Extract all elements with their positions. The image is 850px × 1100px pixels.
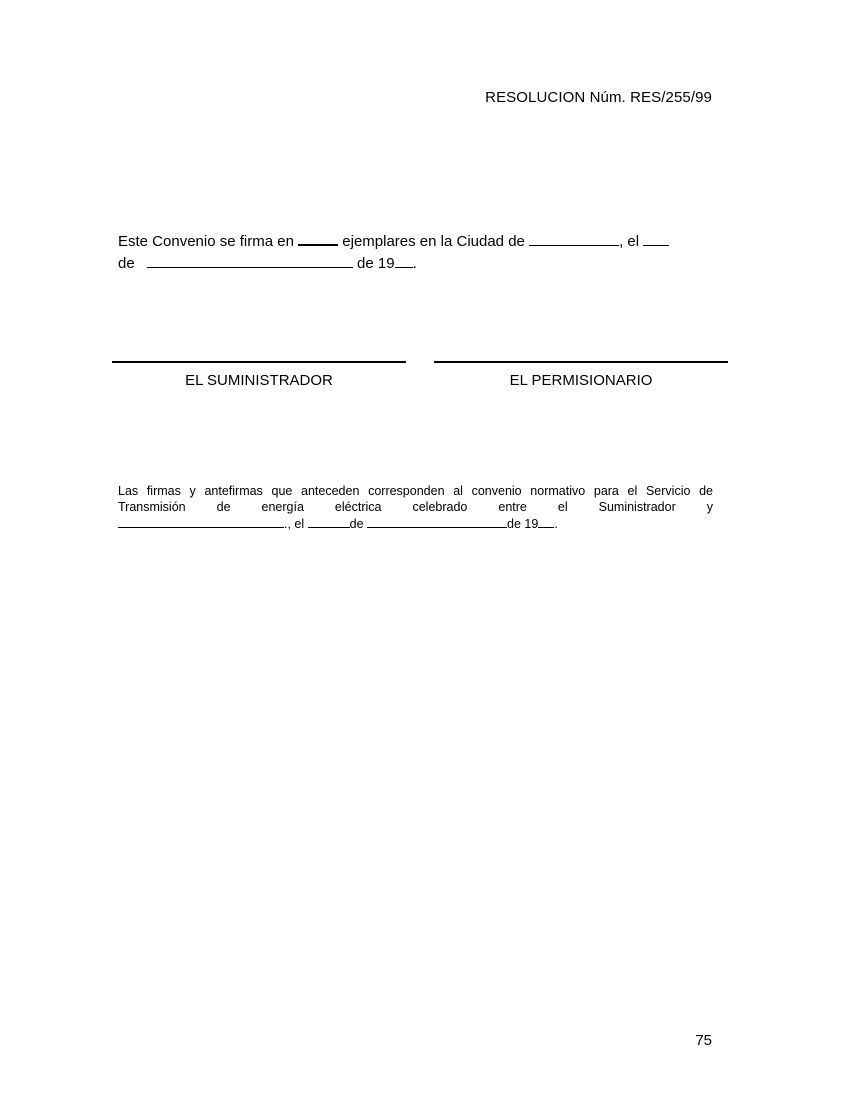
copies-blank bbox=[298, 230, 338, 246]
note-line-2: Transmisión de energía eléctrica celebrado entre el Suministrador y bbox=[118, 500, 713, 514]
note-month-blank bbox=[367, 515, 507, 528]
note-day-blank bbox=[308, 515, 350, 528]
note-text-de: de bbox=[349, 517, 364, 531]
resolution-header: RESOLUCION Núm. RES/255/99 bbox=[485, 89, 712, 106]
closing-text-firma: Este Convenio se firma en bbox=[118, 233, 294, 250]
closing-line-2 bbox=[118, 253, 718, 272]
closing-text-period: . bbox=[412, 255, 417, 272]
closing-text-ciudad: ejemplares en la Ciudad de bbox=[342, 233, 525, 250]
signature-label-suministrador: EL SUMINISTRADOR bbox=[185, 372, 333, 389]
note-text-year: de 19 bbox=[507, 517, 539, 531]
city-blank bbox=[529, 231, 619, 246]
signature-line-permisionario bbox=[434, 361, 728, 363]
day-blank bbox=[643, 231, 669, 246]
permisionario-name-blank bbox=[118, 515, 284, 528]
closing-line-1 bbox=[118, 230, 718, 250]
year-blank bbox=[395, 253, 413, 268]
note-line-3 bbox=[118, 515, 713, 532]
closing-text-el: , el bbox=[619, 233, 640, 250]
note-text-el: ., el bbox=[284, 517, 305, 531]
closing-text-de: de bbox=[118, 255, 135, 272]
note-text-period: . bbox=[554, 517, 558, 531]
signature-line-suministrador bbox=[112, 361, 406, 363]
signature-label-permisionario: EL PERMISIONARIO bbox=[509, 372, 653, 389]
closing-text-year: de 19 bbox=[357, 255, 395, 272]
note-year-blank bbox=[538, 515, 554, 528]
page-number: 75 bbox=[695, 1032, 712, 1049]
note-line-1: Las firmas y antefirmas que anteceden corresponden al convenio normativo para el Servicio de bbox=[118, 484, 713, 498]
month-blank bbox=[147, 253, 353, 268]
